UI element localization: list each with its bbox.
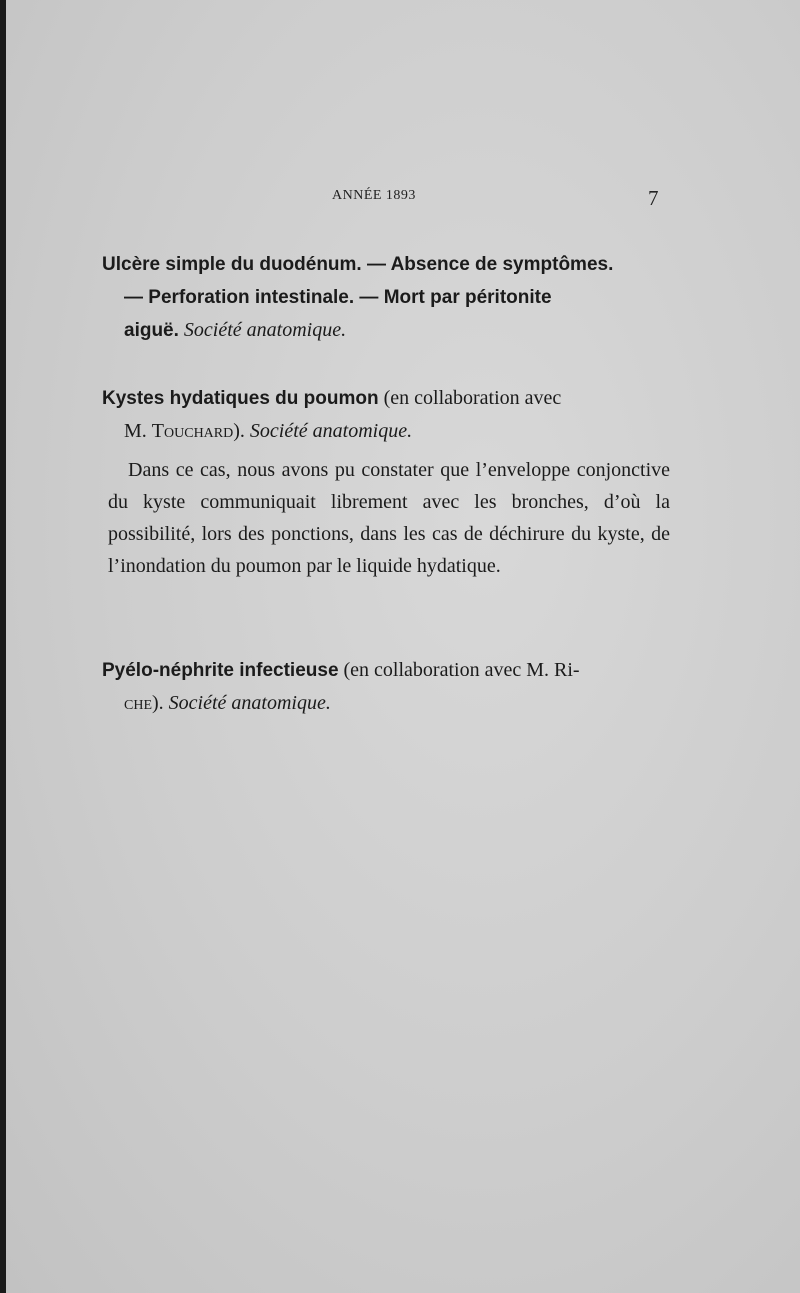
entry-title: Kystes hydatiques du poumon xyxy=(102,388,379,409)
book-page xyxy=(6,0,800,1293)
entry-title-line-1: Ulcère simple du duodénum. — Absence de symptômes. xyxy=(102,254,614,275)
entry-kystes xyxy=(102,382,670,447)
running-title: ANNÉE 1893 xyxy=(332,188,416,203)
page-header xyxy=(6,186,800,210)
collab-name: Touchard xyxy=(151,420,234,442)
entry-society: Société anatomique. xyxy=(183,319,347,341)
entry-collab-text: (en collaboration avec M. Ri- xyxy=(338,659,580,681)
page-number: 7 xyxy=(648,186,659,210)
collab-suffix: ). xyxy=(233,420,250,442)
collab-name-continued: che xyxy=(124,692,152,714)
entry-pyelo xyxy=(102,654,670,719)
collab-suffix: ). xyxy=(152,692,169,714)
entry-title-line-3: aiguë. xyxy=(124,320,179,341)
entry-title: Pyélo-néphrite infectieuse xyxy=(102,660,339,681)
entry-title-line-2: — Perforation intestinale. — Mort par péritonite xyxy=(124,287,552,308)
entry-collab-text: (en collaboration avec xyxy=(378,387,562,409)
entry-society: Société anatomique. xyxy=(249,420,413,442)
entry-ulcere xyxy=(102,248,670,347)
entry-society: Société anatomique. xyxy=(168,692,331,714)
body-paragraph: Dans ce cas, nous avons pu constater que l’enveloppe conjonctive du kyste communiquait librement avec les bronches, d’où la possibilité, lors des ponctions, dans les cas de déchirure du kyste, de l’inondation du poumon par le liquide hydatique. xyxy=(108,459,670,577)
collab-prefix: M. xyxy=(124,420,152,442)
